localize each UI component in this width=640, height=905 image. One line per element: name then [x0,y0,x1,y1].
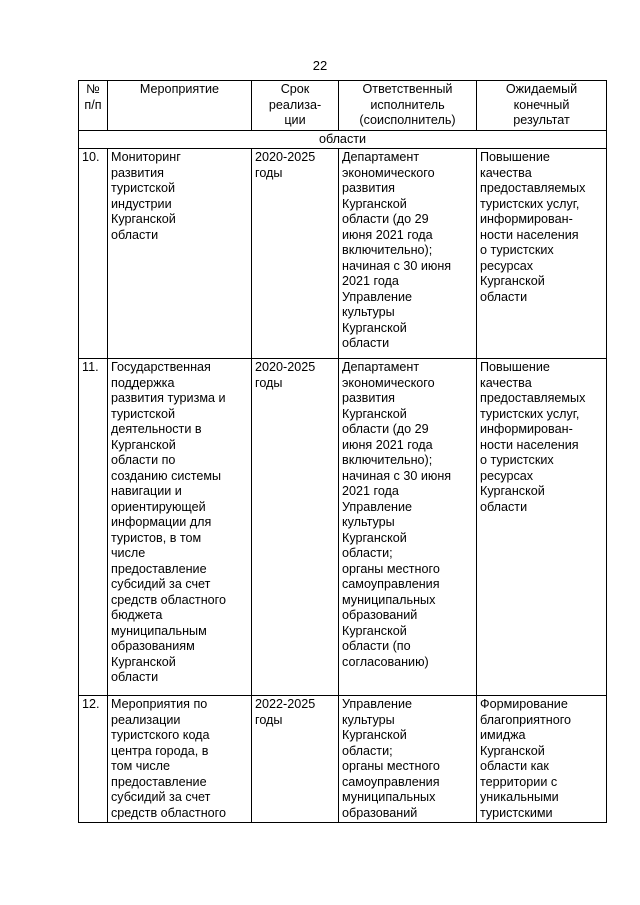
row-term: 2020-2025 годы [252,359,339,696]
row-event: Мероприятия по реализации туристского кода центра города, в том числе предоставление субсидий за счет средств областного [108,696,252,823]
header-event: Мероприятие [108,81,252,131]
row-number: 10. [79,149,108,359]
row-result: Повышение качества предоставляемых туристских услуг, информирован- ности населения о туристских ресурсах Курганской области [477,149,607,359]
row-term: 2022-2025 годы [252,696,339,823]
row-result: Формирование благоприятного имиджа Курганской области как территории с уникальными туристскими [477,696,607,823]
header-term: Срок реализа- ции [252,81,339,131]
row-responsible: Управление культуры Курганской области; органы местного самоуправления муниципальных образований [339,696,477,823]
region-cell: области [79,130,607,149]
region-row [79,130,607,149]
row-event: Мониторинг развития туристской индустрии Курганской области [108,149,252,359]
events-table [78,80,607,823]
page-number: 22 [312,58,328,73]
row-term: 2020-2025 годы [252,149,339,359]
header-responsible: Ответственный исполнитель (соисполнитель) [339,81,477,131]
header-num: № п/п [79,81,108,131]
row-result: Повышение качества предоставляемых туристских услуг, информирован- ности населения о туристских ресурсах Курганской области [477,359,607,696]
table-row [79,696,607,823]
row-number: 12. [79,696,108,823]
row-number: 11. [79,359,108,696]
row-responsible: Департамент экономического развития Курганской области (до 29 июня 2021 года включительно); начиная с 30 июня 2021 года Управление культуры Курганской области; органы местного самоуправления муниципальных образований Курганской области (по согласованию) [339,359,477,696]
header-result: Ожидаемый конечный результат [477,81,607,131]
row-event: Государственная поддержка развития туризма и туристской деятельности в Курганской области по созданию системы навигации и ориентирующей информации для туристов, в том числе предоставление субсидий за счет средств областного бюджета муниципальным образованиям Курганской области [108,359,252,696]
row-responsible: Департамент экономического развития Курганской области (до 29 июня 2021 года включительно); начиная с 30 июня 2021 года Управление культуры Курганской области [339,149,477,359]
table-row [79,359,607,696]
table-row [79,149,607,359]
table-header-row [79,81,607,131]
